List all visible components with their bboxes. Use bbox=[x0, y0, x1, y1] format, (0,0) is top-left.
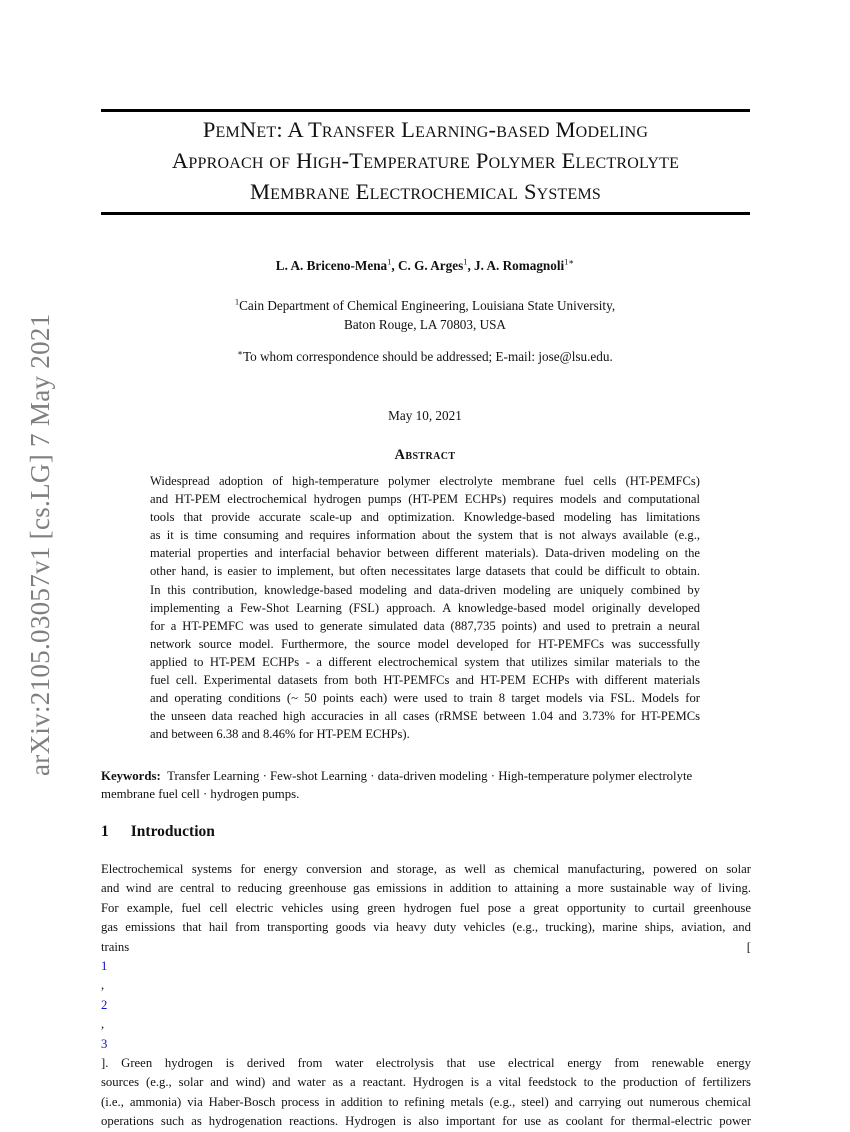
intro-line: operations such as hydrogenation reactions. Hydrogen is also important for use as coolant for thermal-electric power bbox=[101, 1114, 751, 1129]
intro-line-text: ]. Green hydrogen is derived from water electrolysis that use electrical energy from renewable energy bbox=[101, 1056, 751, 1071]
abstract-heading: Abstract bbox=[394, 447, 456, 463]
section-heading bbox=[101, 823, 215, 841]
abstract-body bbox=[150, 472, 700, 743]
abstract-line: tools that provide accurate scale-up and optimization. Knowledge-based modeling has limitations bbox=[150, 510, 700, 525]
author-separator: , bbox=[391, 258, 398, 273]
keywords-line-2: membrane fuel cell · hydrogen pumps. bbox=[101, 787, 300, 801]
title-line-2: Approach of High-Temperature Polymer Electrolyte bbox=[171, 148, 680, 173]
title-bottom-rule bbox=[101, 212, 750, 215]
title-line-1: PemNet: A Transfer Learning-based Modeling bbox=[202, 117, 649, 142]
author-2-affil-mark: 1 bbox=[463, 256, 468, 267]
citation-link-3[interactable]: 3 bbox=[101, 1036, 108, 1051]
introduction-body bbox=[101, 860, 751, 1132]
author-separator: , bbox=[467, 258, 475, 273]
author-1: L. A. Briceno-Mena bbox=[275, 258, 388, 273]
citation-link-1[interactable]: 1 bbox=[101, 959, 108, 974]
author-3: J. A. Romagnoli bbox=[474, 258, 565, 273]
intro-line: and wind are central to reducing greenhouse gas emissions in addition to attaining a more sustainable way of living. bbox=[101, 881, 751, 896]
abstract-line: network source model. Furthermore, the source model developed for HT-PEMFCs was successfully bbox=[150, 636, 700, 651]
correspondence-text: To whom correspondence should be addressed; E-mail: jose@lsu.edu. bbox=[243, 349, 613, 364]
abstract-line: fuel cell. Experimental datasets from both HT-PEMFCs and HT-PEM ECHPs with different materials bbox=[150, 673, 700, 688]
paper-title bbox=[101, 114, 750, 207]
abstract-line: implementing a Few-Shot Learning (FSL) approach. A knowledge-based model originally developed bbox=[150, 600, 700, 615]
abstract-line: applied to HT-PEM ECHPs - a different electrochemical system that utilizes similar materials to the bbox=[150, 654, 700, 669]
citation-separator: , bbox=[101, 978, 105, 993]
abstract-line: and HT-PEM electrochemical hydrogen pumps (HT-PEM ECHPs) requires models and computational bbox=[150, 492, 700, 507]
citation-link-2[interactable]: 2 bbox=[101, 997, 108, 1012]
title-line-3: Membrane Electrochemical Systems bbox=[249, 179, 602, 204]
abstract-line: Widespread adoption of high-temperature polymer electrolyte membrane fuel cells (HT-PEMFCs) bbox=[150, 474, 700, 488]
intro-line-text: trains [ bbox=[101, 939, 751, 954]
intro-line: (i.e., ammonia) via Haber-Bosch process in addition to refining metals (e.g., steel) and carrying out numerous chemical bbox=[101, 1094, 751, 1109]
abstract-line: and operating conditions (~ 50 points each) were used to train 8 target models via FSL. Models for bbox=[150, 691, 700, 706]
intro-line: gas emissions that hail from transporting goods via heavy duty vehicles (e.g., trucking), marine ships, aviation, and bbox=[101, 920, 751, 935]
intro-line-with-citations bbox=[101, 938, 751, 1074]
abstract-line: material properties and interfacial behavior between different materials). Data-driven modeling on the bbox=[150, 546, 700, 561]
abstract-line: In this contribution, knowledge-based modeling and data-driven modeling are uniquely combined by bbox=[150, 582, 700, 597]
citation-separator: , bbox=[101, 1017, 105, 1032]
intro-line: Electrochemical systems for energy conversion and storage, as well as chemical manufacturing, powered on solar bbox=[101, 862, 751, 876]
section-title: Introduction bbox=[130, 823, 215, 840]
affiliation bbox=[0, 296, 850, 334]
author-list bbox=[0, 258, 850, 274]
keywords bbox=[101, 767, 751, 803]
affiliation-mark: 1 bbox=[234, 296, 240, 307]
keywords-label: Keywords: bbox=[101, 769, 161, 783]
section-number: 1 bbox=[101, 823, 109, 840]
correspondence-mark: ∗ bbox=[237, 347, 243, 358]
abstract-line: as it is time consuming and requires information about the system that is not always available (e.g., bbox=[150, 528, 700, 543]
abstract-line: for a HT-PEMFC was used to generate simulated data (887,735 points) and used to pretrain a neural bbox=[150, 618, 700, 633]
title-top-rule bbox=[101, 109, 750, 112]
author-3-affil-mark: 1∗ bbox=[564, 256, 575, 267]
keywords-line-1: Transfer Learning · Few-shot Learning · data-driven modeling · High-temperature polymer electrolyte bbox=[167, 769, 693, 783]
affiliation-line-1: Cain Department of Chemical Engineering, Louisiana State University, bbox=[239, 298, 616, 313]
affiliation-line-2: Baton Rouge, LA 70803, USA bbox=[344, 317, 506, 332]
abstract-line: the unseen data reached high accuracies in all cases (rRMSE between 1.04 and 3.73% for HT-PEMCs bbox=[150, 709, 700, 724]
abstract-line: other hand, is easier to implement, but often necessitates large datasets that could be difficult to obtain. bbox=[150, 564, 700, 579]
author-1-affil-mark: 1 bbox=[387, 256, 392, 267]
paper-date: May 10, 2021 bbox=[388, 408, 462, 423]
author-2: C. G. Arges bbox=[398, 258, 464, 273]
correspondence-note bbox=[0, 349, 850, 365]
intro-line: For example, fuel cell electric vehicles using green hydrogen fuel pose a great opportunity to curtail greenhouse bbox=[101, 900, 751, 915]
arxiv-identifier: arXiv:2105.03057v1 [cs.LG] 7 May 2021 bbox=[25, 313, 55, 776]
abstract-line: and between 6.38 and 8.46% for HT-PEM ECHPs). bbox=[150, 727, 410, 742]
intro-line: sources (e.g., solar and wind) and water as a reactant. Hydrogen is a vital feedstock to the production of fertilizers bbox=[101, 1075, 751, 1090]
